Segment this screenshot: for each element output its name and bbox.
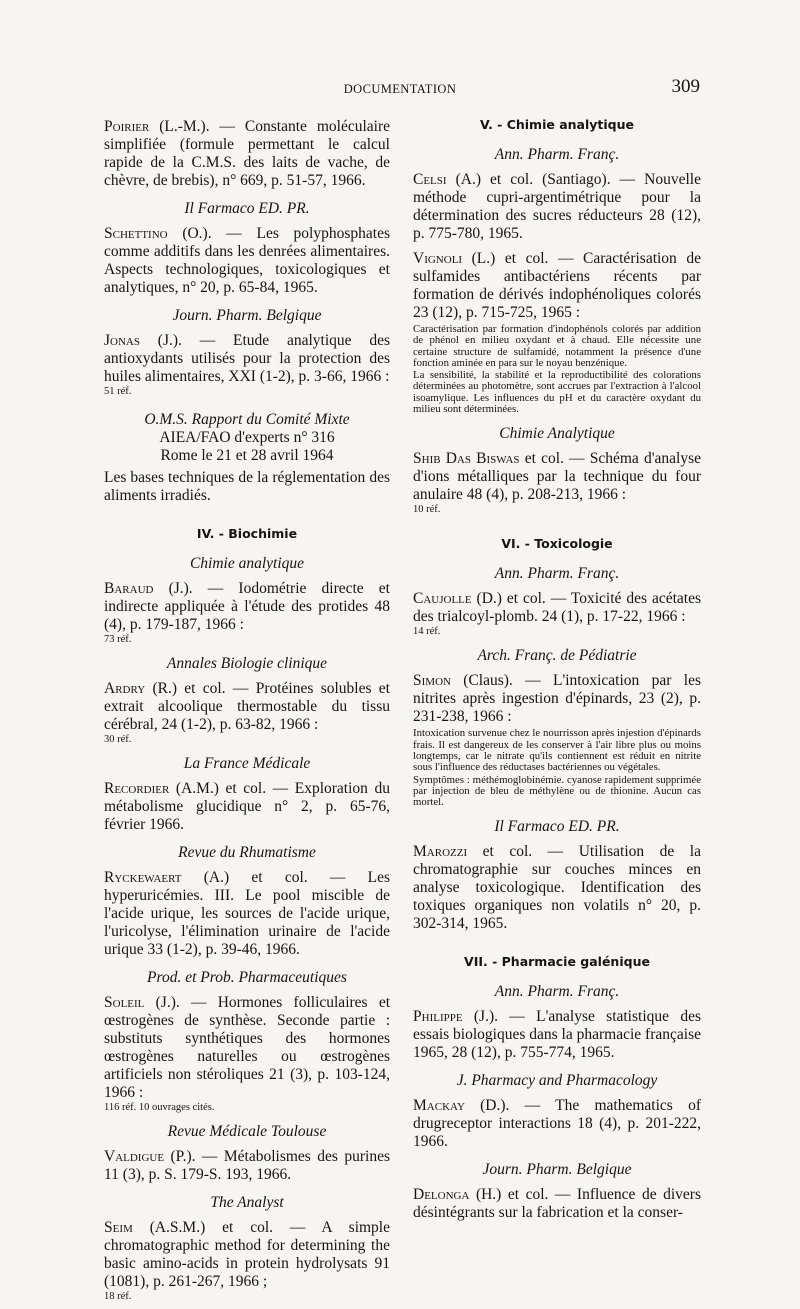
- entry-author: Vignoli: [413, 250, 463, 267]
- section-heading: V. - Chimie analytique: [480, 117, 634, 132]
- page-number: 309: [671, 76, 700, 97]
- section-heading: VII. - Pharmacie galénique: [464, 954, 650, 970]
- entry-text: (R.) et col. — Protéines solubles et extrait alcoolique thermostable du tissu cérébral, 24 (1-2), p. 63-82, 1966 :: [104, 680, 390, 733]
- entry-author: Ardry: [104, 680, 146, 697]
- entry-text: (D.) et col. — Toxicité des acétates des trialcoyl-plomb. 24 (1), p. 17-22, 1966 :: [413, 590, 701, 626]
- entry-simon: [413, 672, 701, 726]
- entry-author: Recordier: [104, 780, 170, 797]
- entry-ardry: [104, 680, 390, 745]
- entry-refs: 116 réf. 10 ouvrages cités.: [104, 1102, 215, 1113]
- entry-text: (Claus). — L'intoxication par les nitrites après ingestion d'épinards, 23 (2), p. 231-238, 1966 :: [413, 672, 701, 726]
- entry-refs: 10 réf.: [413, 504, 441, 516]
- section-heading: VI. - Toxicologie: [501, 536, 613, 552]
- journal-heading: Arch. Franç. de Pédiatrie: [477, 647, 637, 665]
- entry-refs: 51 réf.: [104, 386, 132, 397]
- journal-heading: Il Farmaco ED. PR.: [184, 200, 310, 217]
- entry-baraud: [104, 580, 390, 645]
- entry-author: Delonga: [413, 1186, 470, 1204]
- entry-text: (H.) et col. — Influence de divers désintégrants sur la fabrication et la conser-: [413, 1186, 701, 1222]
- entry-author: Shib Das Biswas: [413, 450, 520, 468]
- entry-marozzi: [413, 843, 701, 933]
- entry-valdigue: [104, 1148, 390, 1184]
- entry-celsi: [413, 171, 701, 243]
- entry-soleil: [104, 994, 390, 1113]
- entry-refs: 73 réf.: [104, 634, 132, 645]
- journal-heading: Ann. Pharm. Franç.: [494, 146, 620, 163]
- entry-text: (J.). — Etude analytique des antioxydants utilisés pour la protection des huiles alimentaires, XXI (1-2), p. 3-66, 1966 :: [104, 332, 390, 385]
- abstract-note: Symptômes : méthémoglobinémie. cyanose rapidement supprimée par injection de bleu de méthylène ou de thionine. Aucun cas mortel.: [413, 773, 701, 809]
- entry-text: et col. — Schéma d'analyse d'ions métalliques par la technique du four anulaire 48 (4), p. 208-213, 1966 :: [413, 450, 701, 504]
- section-heading: IV. - Biochimie: [196, 526, 298, 541]
- journal-heading: Ann. Pharm. Franç.: [494, 565, 620, 583]
- entry-mackay: [413, 1097, 701, 1151]
- left-column: [104, 112, 390, 1309]
- journal-heading: Journ. Pharm. Belgique: [482, 1161, 632, 1179]
- entry-text: (A.) et col. — Les hyperuricémies. III. Le pool miscible de l'acide urique, les sources de l'acide urique, l'uricolyse, l'élimination urinaire de l'acide urique 33 (1-2), p. 39-46, 1966.: [104, 869, 390, 958]
- entry-text: et col. — Utilisation de la chromatographie sur couches minces en analyse toxicologique. Identification des toxiques organiques non volatils n° 20, p. 302-314, 1965.: [413, 843, 701, 933]
- report-text: Les bases techniques de la réglementation des aliments irradiés.: [104, 469, 390, 504]
- entry-author: Seim: [104, 1219, 133, 1236]
- abstract-note: Intoxication survenue chez le nourrisson après injestion d'épinards frais. Il est dangereux de les conserver à l'air libre plus ou moins longtemps, car le nitrate qu'ils contiennent est réduit en nitrite sous l'influence des réductases bactériennes ou végétales.: [413, 727, 701, 774]
- entry-author: Ryckewaert: [104, 869, 182, 886]
- entry-text: (O.). — Les polyphosphates comme additifs dans les denrées alimentaires. Aspects technologiques, toxicologiques et analytiques, n° 20, p. 65-84, 1965.: [104, 225, 390, 296]
- entry-philippe: [413, 1008, 701, 1062]
- entry-author: Philippe: [413, 1008, 463, 1026]
- journal-heading: Chimie Analytique: [499, 425, 615, 443]
- entry-refs: 18 réf.: [104, 1291, 132, 1302]
- entry-author: Mackay: [413, 1097, 465, 1115]
- entry-text: (D.). — The mathematics of drugreceptor interactions 18 (4), p. 201-222, 1966.: [413, 1097, 701, 1151]
- journal-heading: Chimie analytique: [189, 555, 305, 572]
- page-header: [100, 76, 700, 102]
- entry-refs: 14 réf.: [413, 626, 441, 638]
- entry-text: (L.) et col. — Caractérisation de sulfamides antibactériens récents par formation de dérivés indophénoliques colorés 23 (12), p. 715-725, 1965 :: [413, 250, 701, 321]
- entry-refs: 30 réf.: [104, 734, 132, 745]
- journal-heading: Ann. Pharm. Franç.: [494, 983, 620, 1001]
- entry-author: Simon: [413, 672, 451, 690]
- journal-heading: Revue Médicale Toulouse: [167, 1123, 327, 1140]
- journal-heading: Prod. et Prob. Pharmaceutiques: [147, 969, 347, 986]
- entry-text: (P.). — Métabolismes des purines 11 (3), p. S. 179-S. 193, 1966.: [104, 1148, 390, 1183]
- entry-recordier: [104, 780, 390, 834]
- entry-author: Celsi: [413, 171, 447, 188]
- journal-heading: Il Farmaco ED. PR.: [494, 818, 620, 836]
- entry-ryckewaert: [104, 869, 390, 959]
- entry-text: (L.-M.). — Constante moléculaire simplifiée (formule permettant le calcul rapide de la C.M.S. des laits de vache, de chèvre, de brebis), n° 669, p. 51-57, 1966.: [104, 118, 390, 189]
- right-column: [413, 112, 701, 1229]
- entry-text: (A.) et col. (Santiago). — Nouvelle méthode cupri-argentimétrique pour la détermination des sucres réducteurs 28 (12), p. 775-780, 1965.: [413, 171, 701, 242]
- journal-heading: Revue du Rhumatisme: [178, 844, 316, 861]
- entry-author: Schettino: [104, 225, 168, 242]
- abstract-note: Caractérisation par formation d'indophénols colorés par addition de phénol en milieu oxydant et à chaud. Elle nécessite une certaine structure de sulfamidé, notamment la présence d'une fonction aminée en para sur le noyau benzénique.: [413, 323, 701, 369]
- entry-seim: [104, 1219, 390, 1302]
- entry-author: Marozzi: [413, 843, 468, 861]
- entry-text: (J.). — Iodométrie directe et indirecte appliquée à l'étude des protides 48 (4), p. 179-187, 1966 :: [104, 580, 390, 633]
- entry-jonas: [104, 332, 390, 397]
- entry-author: Jonas: [104, 332, 140, 349]
- running-title: DOCUMENTATION: [343, 82, 457, 96]
- entry-author: Caujolle: [413, 590, 472, 608]
- entry-text: (A.M.) et col. — Exploration du métabolisme glucidique n° 2, p. 65-76, février 1966.: [104, 780, 390, 833]
- report-heading: [104, 411, 390, 465]
- report-line-2: AIEA/FAO d'experts n° 316: [159, 429, 335, 446]
- entry-text: (J.). — L'analyse statistique des essais biologiques dans la pharmacie française 1965, 28 (12), p. 755-774, 1965.: [413, 1008, 701, 1062]
- entry-delonga: [413, 1186, 701, 1222]
- journal-heading: Journ. Pharm. Belgique: [172, 307, 322, 324]
- report-line-3: Rome le 21 et 28 avril 1964: [160, 447, 334, 464]
- journal-heading: J. Pharmacy and Pharmacology: [456, 1072, 658, 1090]
- entry-vignoli: [413, 250, 701, 322]
- entry-author: Valdigue: [104, 1148, 165, 1165]
- entry-shib-das-biswas: [413, 450, 701, 515]
- journal-heading: La France Médicale: [183, 755, 311, 772]
- entry-caujolle: [413, 590, 701, 637]
- entry-author: Poirier: [104, 118, 150, 135]
- report-line-1: O.M.S. Rapport du Comité Mixte: [144, 411, 350, 428]
- entry-poirier: [104, 118, 390, 190]
- journal-heading: Annales Biologie clinique: [166, 655, 328, 672]
- entry-author: Baraud: [104, 580, 154, 597]
- entry-text: (A.S.M.) et col. — A simple chromatographic method for determining the basic amino-acids in protein hydrolysats 91 (1081), p. 261-267, 1966 ;: [104, 1219, 390, 1290]
- abstract-note: La sensibilité, la stabilité et la reproductibilité des colorations déterminées au photomètre, sont accrues par l'extraction à l'alcool isoamylique. Les influences du pH et du caractère oxydant du milieu sont déterminées.: [413, 369, 701, 416]
- journal-heading: The Analyst: [210, 1194, 284, 1211]
- entry-text: (J.). — Hormones folliculaires et œstrogènes de synthèse. Seconde partie : substituts synthétiques des hormones œstrogènes naturelles ou œstrogènes artificiels non stéroliques 21 (3), p. 103-124, 1966 :: [104, 994, 390, 1101]
- entry-schettino: [104, 225, 390, 297]
- entry-author: Soleil: [104, 994, 145, 1011]
